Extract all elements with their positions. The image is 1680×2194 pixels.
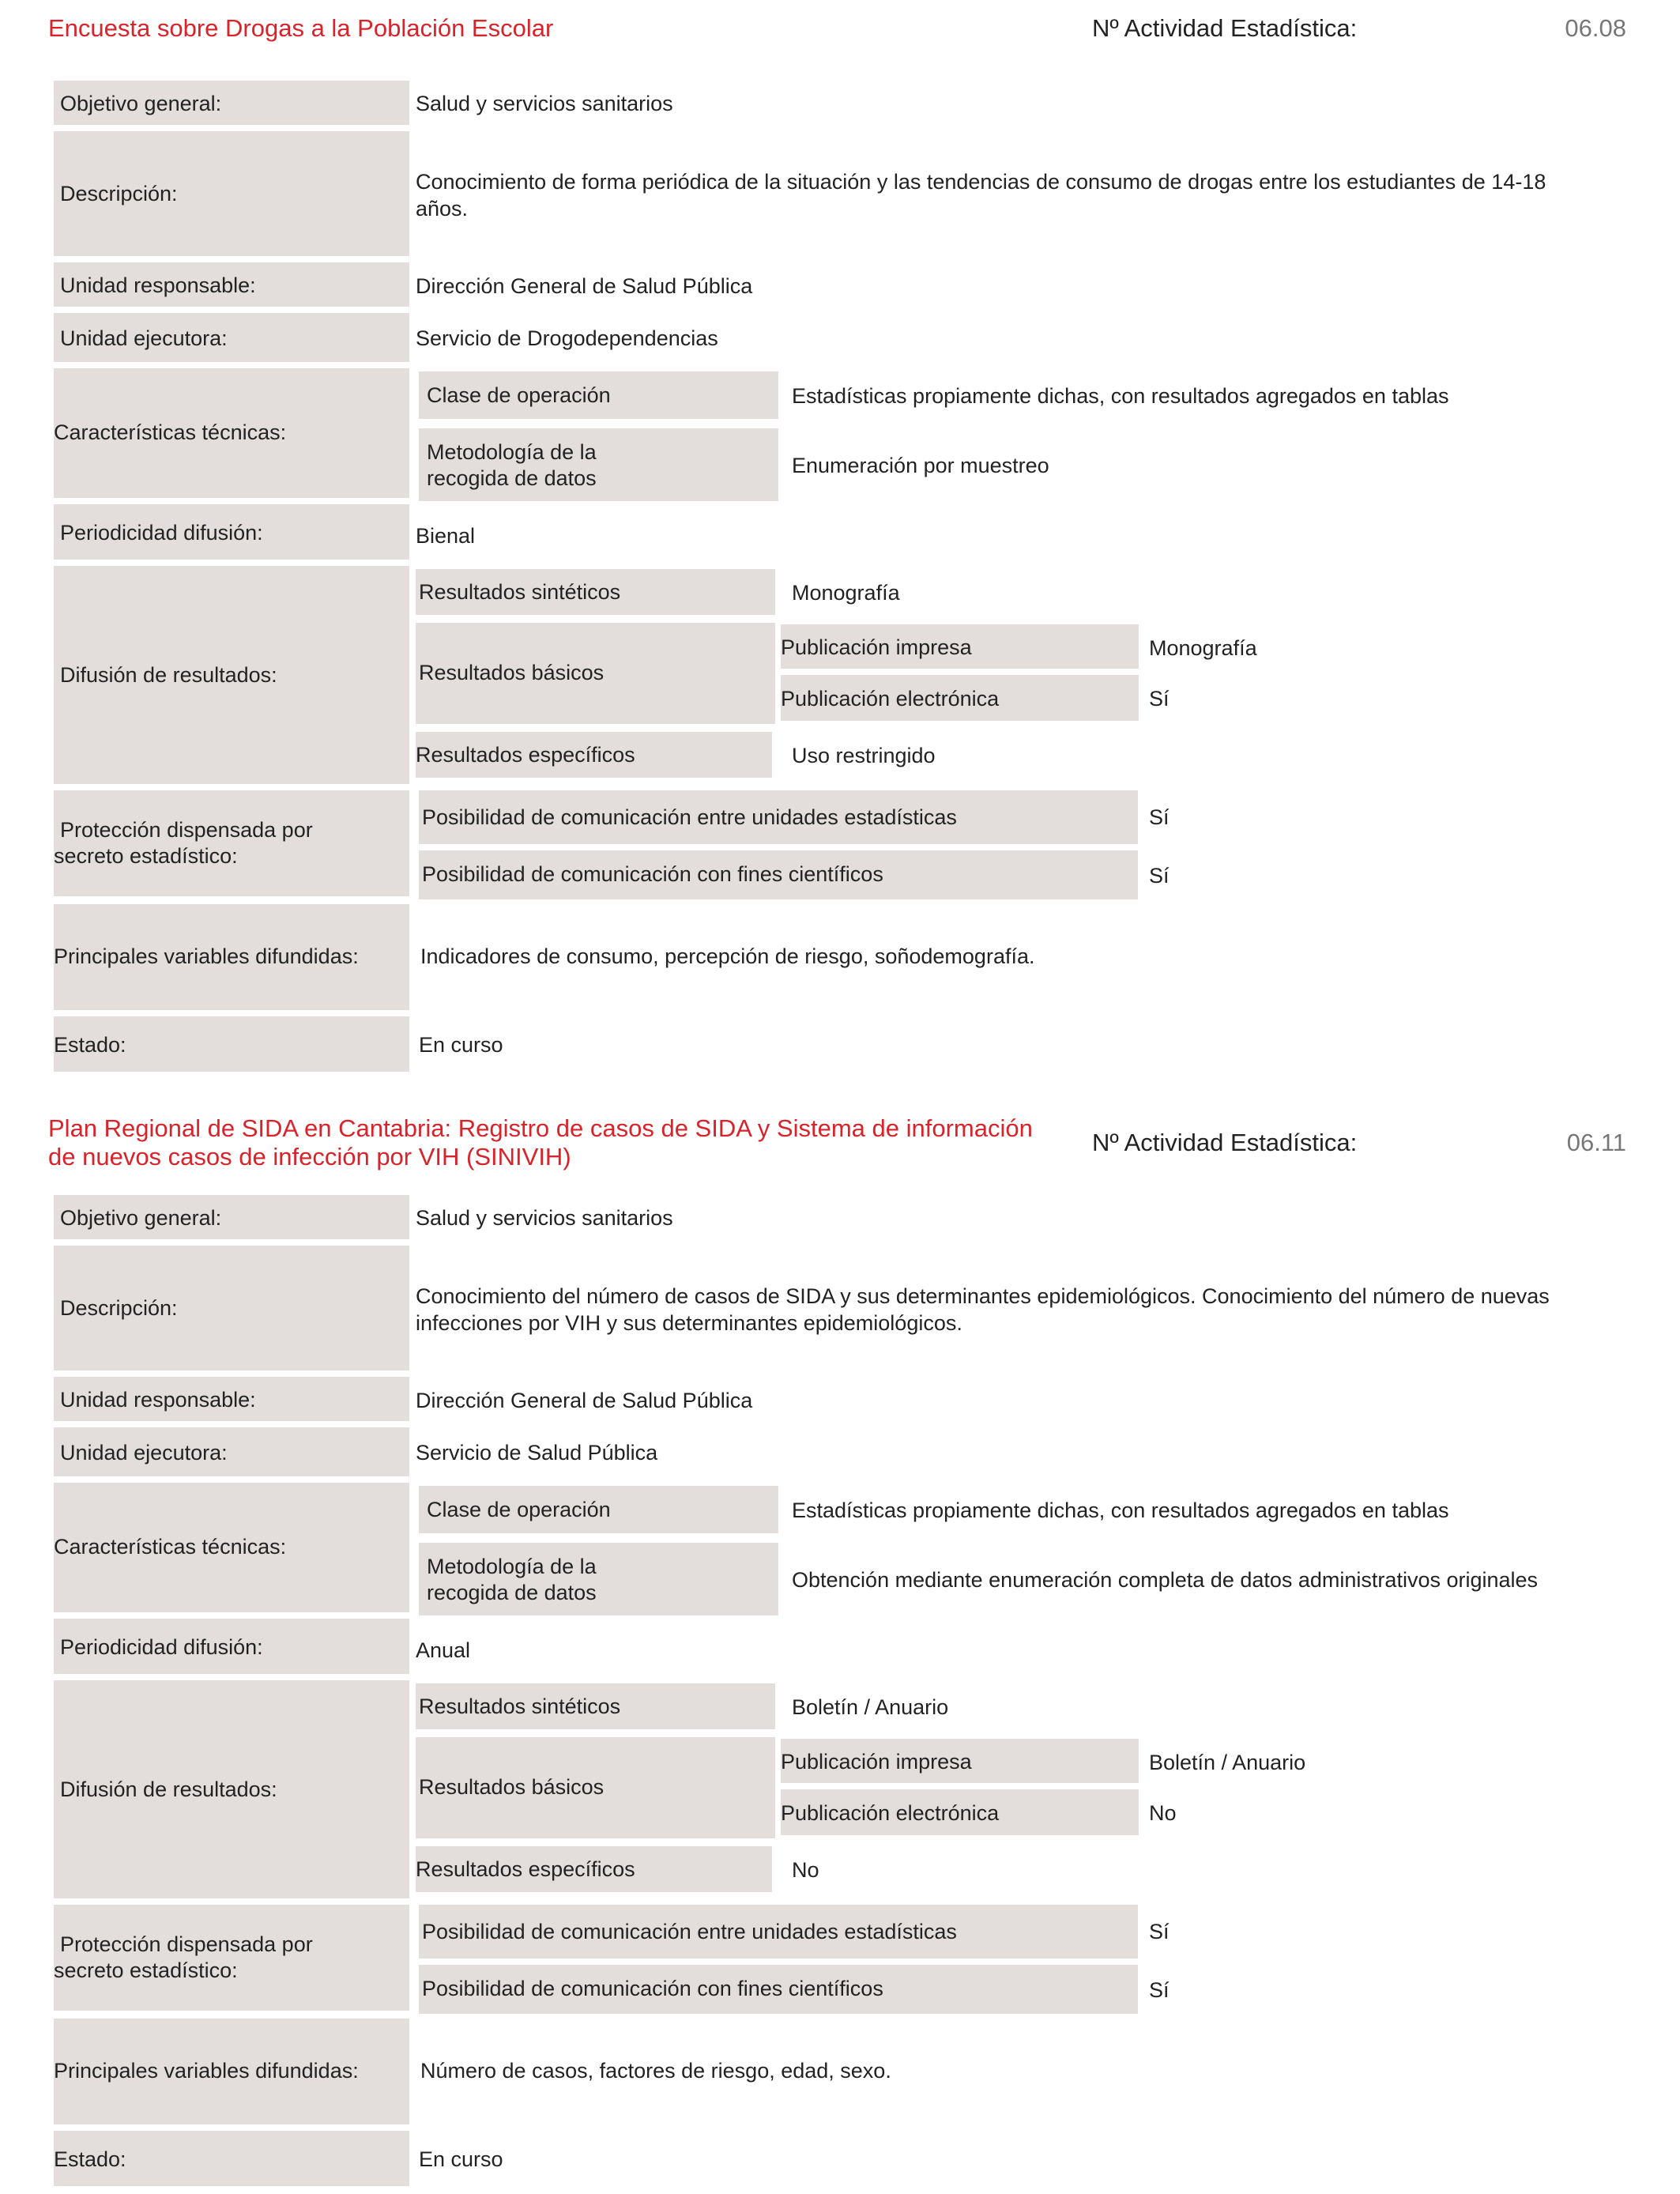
section-encuesta-drogas [0, 0, 1680, 1091]
descripcion-label-cell [54, 1246, 409, 1370]
unidad-ejecutora-label-cell [54, 313, 409, 362]
clase-operacion-value: Estadísticas propiamente dichas, con resultados agregados en tablas [792, 1498, 1449, 1522]
pub-electronica-value: No [1149, 1801, 1177, 1825]
metodologia-value: Obtención mediante enumeración completa de datos administrativos originales [792, 1568, 1539, 1592]
descripcion-value-line1: Conocimiento de forma periódica de la situación y las tendencias de consumo de drogas entre los estudiantes de 14-18 [416, 170, 1546, 194]
descripcion-label: Descripción: [60, 182, 178, 205]
posib-fines-cell [419, 1965, 1138, 2014]
periodicidad-value: Anual [416, 1638, 471, 1662]
unidad-ejecutora-value: Servicio de Salud Pública [416, 1441, 658, 1465]
difusion-label: Difusión de resultados: [60, 663, 277, 687]
proteccion-label-line1: Protección dispensada por [60, 1932, 313, 1956]
variables-label: Principales variables difundidas: [54, 944, 359, 968]
pub-impresa-value: Monografía [1149, 636, 1257, 660]
caracteristicas-label-cell [54, 368, 409, 498]
clase-operacion-cell [419, 371, 778, 419]
res-sinteticos-cell [416, 1683, 775, 1729]
proteccion-label-cell [54, 1905, 409, 2011]
objetivo-value: Salud y servicios sanitarios [416, 1206, 673, 1230]
clase-operacion-label: Clase de operación [427, 1498, 611, 1521]
difusion-label-cell [54, 1680, 409, 1898]
proteccion-label-cell [54, 790, 409, 896]
metodologia-value: Enumeración por muestreo [792, 454, 1049, 477]
unidad-ejecutora-label: Unidad ejecutora: [60, 326, 228, 350]
descripcion-value-line1: Conocimiento del número de casos de SIDA y sus determinantes epidemiológicos. Conocimiento del número de nuevas [416, 1284, 1550, 1308]
posib-unidades-cell [419, 790, 1138, 844]
posib-unidades-label: Posibilidad de comunicación entre unidades estadísticas [422, 805, 957, 829]
unidad-responsable-value: Dirección General de Salud Pública [416, 274, 753, 298]
objetivo-label: Objetivo general: [60, 1206, 222, 1230]
res-basicos-cell [416, 623, 775, 724]
proteccion-label-line2: secreto estadístico: [54, 844, 238, 868]
pub-electronica-cell [781, 1789, 1139, 1835]
metodologia-cell [419, 428, 778, 501]
clase-operacion-label: Clase de operación [427, 383, 611, 407]
res-basicos-cell [416, 1737, 775, 1838]
clase-operacion-value: Estadísticas propiamente dichas, con resultados agregados en tablas [792, 384, 1449, 408]
descripcion-value-line2: infecciones por VIH y sus determinantes epidemiológicos. [416, 1311, 962, 1335]
pub-electronica-label: Publicación electrónica [781, 1801, 1000, 1825]
pub-impresa-value: Boletín / Anuario [1149, 1751, 1306, 1774]
unidad-ejecutora-label: Unidad ejecutora: [60, 1441, 228, 1465]
res-sinteticos-value: Monografía [792, 581, 900, 605]
pub-impresa-label: Publicación impresa [781, 1750, 972, 1774]
section-plan-sida [0, 1114, 1680, 2194]
metodologia-cell [419, 1543, 778, 1615]
pub-impresa-label: Publicación impresa [781, 635, 972, 659]
variables-value: Número de casos, factores de riesgo, edad, sexo. [420, 2059, 891, 2083]
unidad-responsable-label: Unidad responsable: [60, 1388, 256, 1412]
posib-fines-value: Sí [1149, 864, 1170, 888]
metodologia-label-line1: Metodología de la [427, 440, 597, 464]
activity-label: Nº Actividad Estadística: [1092, 14, 1358, 42]
metodologia-label-line2: recogida de datos [427, 1581, 597, 1604]
unidad-ejecutora-value: Servicio de Drogodependencias [416, 326, 718, 350]
estado-label-cell [54, 2131, 409, 2186]
res-especificos-value: No [792, 1858, 819, 1882]
estado-value: En curso [419, 1033, 503, 1057]
unidad-responsable-value: Dirección General de Salud Pública [416, 1389, 753, 1412]
periodicidad-label: Periodicidad difusión: [60, 521, 263, 545]
section-title: Encuesta sobre Drogas a la Población Escolar [48, 14, 554, 42]
objetivo-label-cell [54, 1195, 409, 1239]
unidad-responsable-label-cell [54, 1377, 409, 1421]
estado-label-cell [54, 1016, 409, 1072]
posib-unidades-cell [419, 1905, 1138, 1958]
variables-label: Principales variables difundidas: [54, 2059, 359, 2083]
unidad-responsable-label-cell [54, 262, 409, 307]
proteccion-label-line2: secreto estadístico: [54, 1958, 238, 1982]
objetivo-label-cell [54, 81, 409, 125]
res-basicos-label: Resultados básicos [419, 1775, 605, 1799]
difusion-label: Difusión de resultados: [60, 1777, 277, 1801]
metodologia-label-line2: recogida de datos [427, 466, 597, 490]
caracteristicas-label: Características técnicas: [54, 1535, 287, 1559]
variables-label-cell [54, 2019, 409, 2124]
caracteristicas-label: Características técnicas: [54, 420, 287, 444]
res-sinteticos-value: Boletín / Anuario [792, 1695, 949, 1719]
posib-fines-value: Sí [1149, 1978, 1170, 2002]
res-sinteticos-label: Resultados sintéticos [419, 1695, 621, 1718]
res-especificos-value: Uso restringido [792, 744, 936, 767]
posib-fines-label: Posibilidad de comunicación con fines científicos [422, 862, 883, 886]
descripcion-label: Descripción: [60, 1296, 178, 1320]
section-title-line2: de nuevos casos de infección por VIH (SINIVIH) [48, 1143, 571, 1171]
objetivo-label: Objetivo general: [60, 92, 222, 115]
posib-fines-label: Posibilidad de comunicación con fines científicos [422, 1977, 883, 2000]
periodicidad-label-cell [54, 504, 409, 560]
variables-label-cell [54, 904, 409, 1010]
posib-unidades-value: Sí [1149, 1920, 1170, 1943]
pub-electronica-value: Sí [1149, 687, 1170, 711]
estado-label: Estado: [54, 1033, 126, 1057]
difusion-label-cell [54, 566, 409, 784]
variables-value: Indicadores de consumo, percepción de riesgo, soñodemografía. [420, 944, 1035, 968]
res-especificos-label: Resultados específicos [416, 743, 635, 767]
caracteristicas-label-cell [54, 1483, 409, 1612]
periodicidad-value: Bienal [416, 524, 476, 548]
periodicidad-label-cell [54, 1619, 409, 1674]
pub-impresa-cell [781, 624, 1139, 669]
pub-electronica-label: Publicación electrónica [781, 687, 1000, 711]
res-especificos-label: Resultados específicos [416, 1857, 635, 1881]
metodologia-label-line1: Metodología de la [427, 1555, 597, 1578]
estado-value: En curso [419, 2147, 503, 2171]
pub-electronica-cell [781, 675, 1139, 721]
res-especificos-cell [416, 732, 772, 778]
res-basicos-label: Resultados básicos [419, 661, 605, 684]
activity-number: 06.08 [1565, 14, 1626, 42]
posib-unidades-label: Posibilidad de comunicación entre unidades estadísticas [422, 1920, 957, 1943]
res-sinteticos-cell [416, 569, 775, 615]
periodicidad-label: Periodicidad difusión: [60, 1635, 263, 1659]
section-title-line1: Plan Regional de SIDA en Cantabria: Registro de casos de SIDA y Sistema de información [48, 1114, 1033, 1142]
objetivo-value: Salud y servicios sanitarios [416, 92, 673, 115]
proteccion-label-line1: Protección dispensada por [60, 818, 313, 842]
activity-number: 06.11 [1566, 1129, 1626, 1156]
posib-unidades-value: Sí [1149, 805, 1170, 829]
descripcion-label-cell [54, 131, 409, 256]
unidad-responsable-label: Unidad responsable: [60, 273, 256, 297]
res-sinteticos-label: Resultados sintéticos [419, 580, 621, 604]
unidad-ejecutora-label-cell [54, 1427, 409, 1476]
res-especificos-cell [416, 1846, 772, 1892]
pub-impresa-cell [781, 1739, 1139, 1783]
posib-fines-cell [419, 850, 1138, 899]
activity-label: Nº Actividad Estadística: [1092, 1129, 1358, 1156]
descripcion-value-line2: años. [416, 197, 469, 221]
estado-label: Estado: [54, 2147, 126, 2171]
clase-operacion-cell [419, 1486, 778, 1533]
